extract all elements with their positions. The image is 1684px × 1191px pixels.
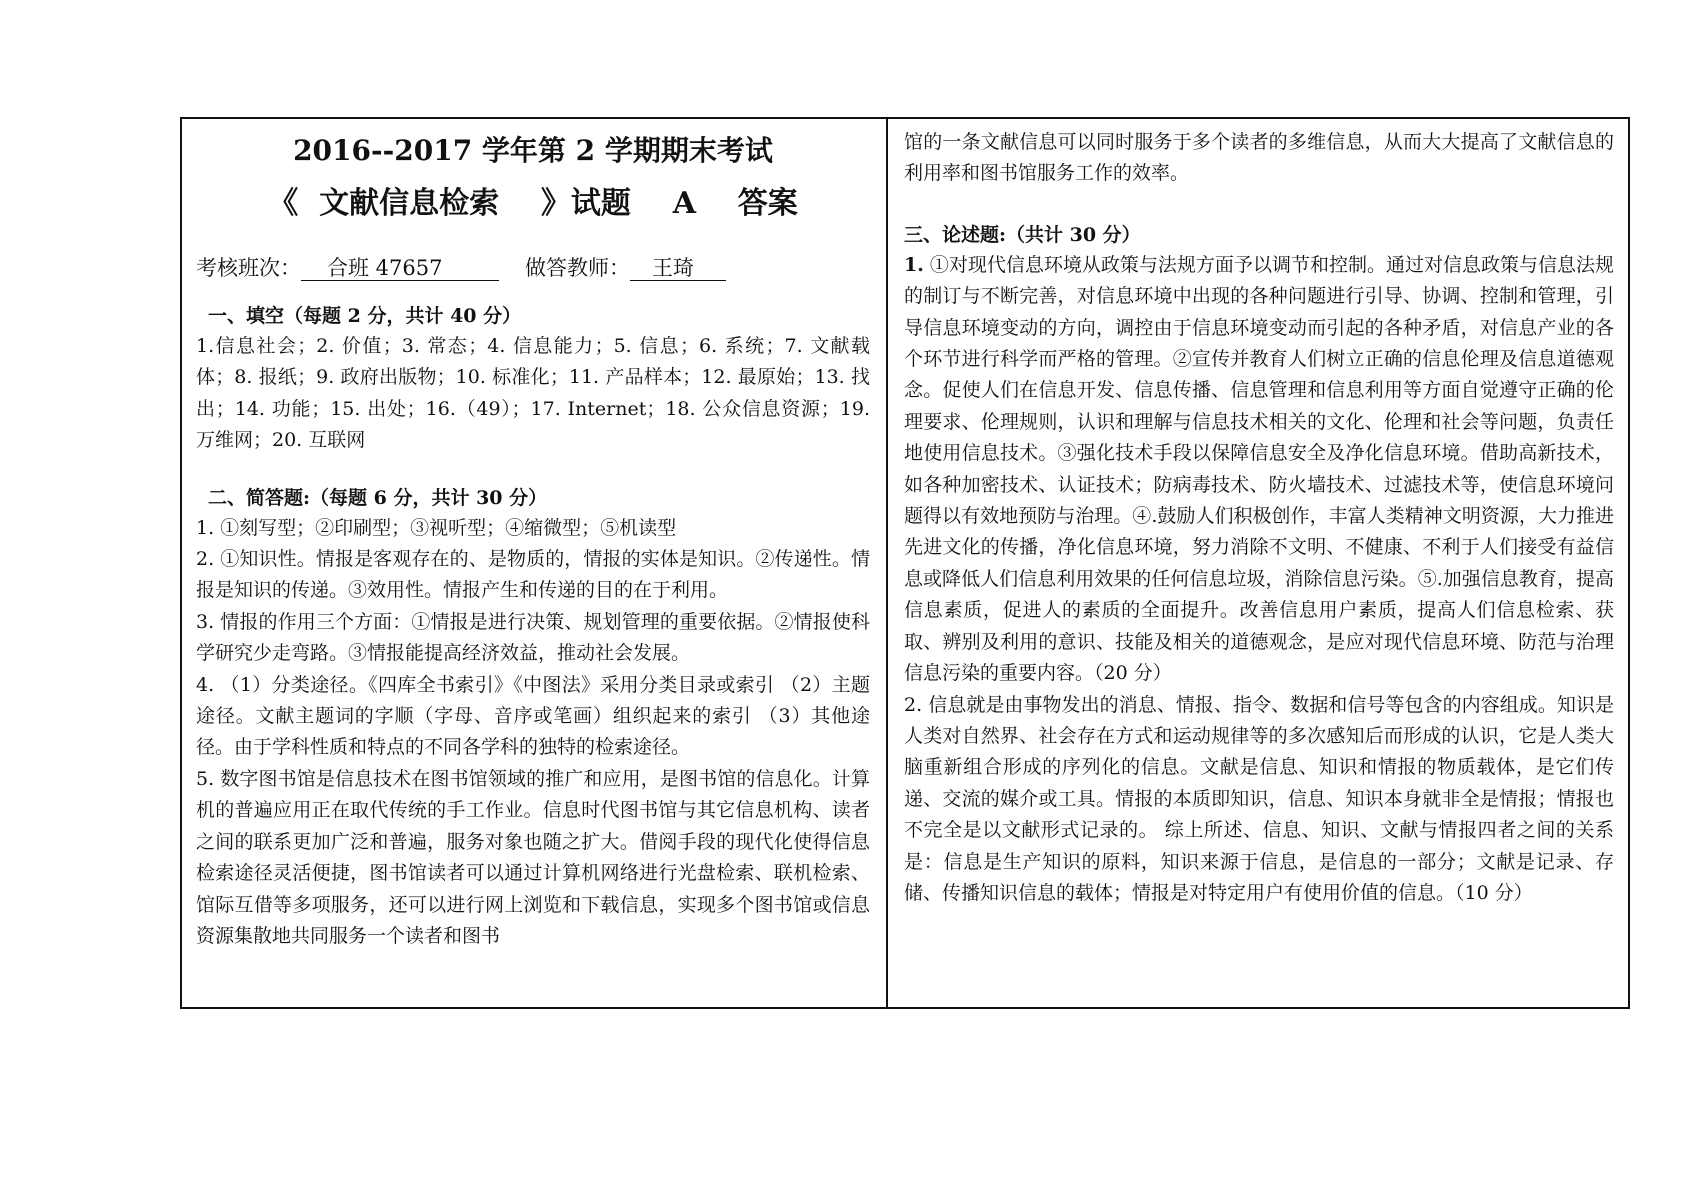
teacher-label: 做答教师： (525, 256, 630, 280)
section2-item: 2. ①知识性。情报是客观存在的、是物质的，情报的实体是知识。②传递性。情报是知识的传递。③效用性。情报产生和传递的目的在于利用。 (196, 548, 870, 602)
answer-sheet (180, 117, 1630, 1009)
section3-item-2: 2. 信息就是由事物发出的消息、情报、指令、数据和信号等包含的内容组成。知识是人类对自然界、社会存在方式和运动规律等的多次感知后而形成的认识，它是人类大脑重新组合形成的序列化的信息。文献是信息、知识和情报的物质载体，是它们传递、交流的媒介或工具。情报的本质即知识，信息、知识本身就非全是情报；情报也不完全是以文献形式记录的。 综上所述、信息、知识、文献与情报四者之间的关系是：信息是生产知识的原料，知识来源于信息，是信息的一部分；文献是记录、存储、传播知识信息的载体；情报是对特定用户有使用价值的信息。（10 分） (904, 693, 1614, 904)
section2-item5-continuation: 馆的一条文献信息可以同时服务于多个读者的多维信息，从而大大提高了文献信息的利用率和图书馆服务工作的效率。 (904, 131, 1614, 185)
section1-heading: 一、填空（每题 2 分，共计 40 分） (208, 305, 522, 327)
exam-subtitle: 《 文献信息检索 》试题 A 答案 (268, 186, 798, 221)
class-value: 合班 47657 (301, 256, 499, 281)
section1-answers: 1.信息社会；2. 价值；3. 常态；4. 信息能力；5. 信息；6. 系统；7. 文献载体；8. 报纸；9. 政府出版物；10. 标准化；11. 产品样本；12. 最原始；13. 找出；14. 功能；15. 出处；16.（49）；17. Internet；18. 公众信息资源；19. 万维网；20. 互联网 (196, 335, 870, 452)
section3-item-1-text: ①对现代信息环境从政策与法规方面予以调节和控制。通过对信息政策与信息法规的制订与不断完善，对信息环境中出现的各种问题进行引导、协调、控制和管理，引导信息环境变动的方向，调控由于信息环境变动而引起的各种矛盾，对信息产业的各个环节进行科学而严格的管理。②宣传并教育人们树立正确的信息伦理及信息道德观念。促使人们在信息开发、信息传播、信息管理和信息利用等方面自觉遵守正确的伦理要求、伦理规则，认识和理解与信息技术相关的文化、伦理和社会等问题，负责任地使用信息技术。③强化技术手段以保障信息安全及净化信息环境。借助高新技术，如各种加密技术、认证技术；防病毒技术、防火墙技术、过滤技术等，使信息环境问题得以有效地预防与治理。④.鼓励人们积极创作，丰富人类精神文明资源，大力推进先进文化的传播，净化信息环境，努力消除不文明、不健康、不利于人们接受有益信息或降低人们信息利用效果的任何信息垃圾，消除信息污染。⑤.加强信息教育，提高信息素质，促进人的素质的全面提升。改善信息用户素质，提高人们信息检索、获取、辨别及利用的意识、技能及相关的道德观念，是应对现代信息环境、防范与治理信息污染的重要内容。（20 分） (904, 253, 1614, 685)
exam-title: 2016--2017 学年第 2 学期期末考试 (293, 134, 773, 167)
section2-heading: 二、简答题:（每题 6 分，共计 30 分） (208, 486, 548, 509)
section3-item-1-number: 1. (904, 253, 924, 276)
left-column (182, 119, 888, 1007)
section2-item: 5. 数字图书馆是信息技术在图书馆领域的推广和应用，是图书馆的信息化。计算机的普遍应用正在取代传统的手工作业。信息时代图书馆与其它信息机构、读者之间的联系更加广泛和普遍，服务对象也随之扩大。借阅手段的现代化使得信息检索途径灵活便捷，图书馆读者可以通过计算机网络进行光盘检索、联机检索、馆际互借等多项服务，还可以进行网上浏览和下载信息，实现多个图书馆或信息资源集散地共同服务一个读者和图书 (196, 767, 870, 947)
exam-meta (196, 253, 870, 283)
section3-heading: 三、论述题:（共计 30 分） (904, 223, 1141, 246)
section2-item: 1. ①刻写型；②印刷型；③视听型；④缩微型；⑤机读型 (196, 516, 677, 539)
section2-item: 3. 情报的作用三个方面：①情报是进行决策、规划管理的重要依据。②情报使科学研究少走弯路。③情报能提高经济效益，推动社会发展。 (196, 610, 870, 665)
class-label: 考核班次： (196, 256, 301, 280)
section3-item-1 (904, 250, 1614, 690)
teacher-value: 王琦 (630, 256, 726, 281)
right-column (888, 119, 1628, 1007)
section2-item: 4. （1）分类途径。《四库全书索引》《中图法》采用分类目录或索引 （2）主题途径。文献主题词的字顺（字母、音序或笔画）组织起来的索引 （3）其他途径。由于学科性质和特点的不同各学科的独特的检索途径。 (196, 673, 870, 759)
